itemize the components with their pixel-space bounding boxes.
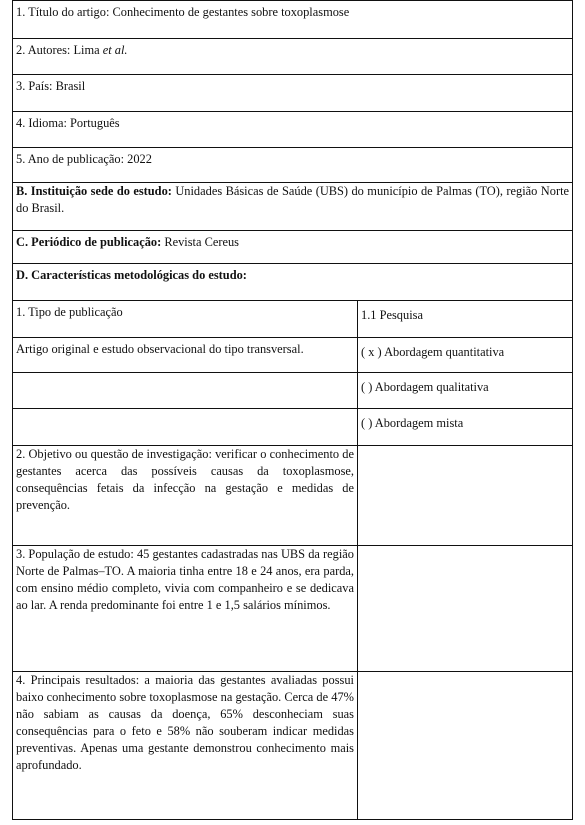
field-idioma: 4. Idioma: Português: [13, 112, 573, 148]
row-caracteristicas: [13, 264, 573, 301]
row-periodico: [13, 231, 573, 264]
row-autores: [13, 39, 573, 75]
populacao-text: 3. População de estudo: 45 gestantes cadastradas nas UBS da região Norte de Palmas–TO. A maioria tinha entre 18 e 24 anos, era parda, com ensino médio completo, vivia com companheiro e se dedicava ao lar. A renda predominante foi entre 1 e 1,5 salários mínimos.: [13, 546, 358, 672]
empty-cell: [358, 446, 573, 546]
periodico-label: C. Periódico de publicação:: [16, 235, 162, 249]
row-objetivo: [13, 446, 573, 546]
row-ano: [13, 148, 573, 183]
row-tipo-publicacao-value: [13, 338, 573, 373]
empty-cell: [358, 546, 573, 672]
option-label: Abordagem qualitativa: [374, 380, 489, 394]
field-caracteristicas: D. Características metodológicas do estudo:: [13, 264, 573, 301]
field-titulo: 1. Título do artigo: Conhecimento de gestantes sobre toxoplasmose: [13, 1, 573, 39]
option-mista[interactable]: [358, 409, 573, 446]
tipo-publicacao-value: Artigo original e estudo observacional do tipo transversal.: [13, 338, 358, 373]
study-form-table: [12, 0, 573, 820]
field-periodico: [13, 231, 573, 264]
periodico-value: Revista Cereus: [161, 235, 240, 249]
checkbox-mark: ( ): [361, 380, 373, 394]
resultados-text: 4. Principais resultados: a maioria das gestantes avaliadas possui baixo conhecimento sobre toxoplasmose na gestação. Cerca de 47% não sabiam as causas da doença, 65% desconheciam suas consequências para o feto e 58% não souberam indicar medidas preventivas. Apenas uma gestante demonstrou conhecimento mais aprofundado.: [13, 672, 358, 820]
instituicao-value: Unidades Básicas de Saúde (UBS) do município de Palmas (TO), região Norte do Brasil.: [16, 184, 570, 215]
empty-cell: [13, 373, 358, 409]
field-pais: 3. País: Brasil: [13, 75, 573, 112]
field-autores: [13, 39, 573, 75]
row-opcao-qualitativa: [13, 373, 573, 409]
checkbox-mark: ( x ): [361, 345, 382, 359]
empty-cell: [358, 672, 573, 820]
field-instituicao: [13, 183, 573, 231]
row-pais: [13, 75, 573, 112]
tipo-publicacao-label: 1. Tipo de publicação: [13, 301, 358, 338]
row-idioma: [13, 112, 573, 148]
field-ano: 5. Ano de publicação: 2022: [13, 148, 573, 183]
checkbox-mark: ( ): [361, 416, 373, 430]
row-resultados: [13, 672, 573, 820]
option-label: Abordagem mista: [374, 416, 464, 430]
option-label: Abordagem quantitativa: [384, 345, 505, 359]
row-instituicao: [13, 183, 573, 231]
autores-text: 2. Autores: Lima: [16, 43, 103, 57]
objetivo-text: 2. Objetivo ou questão de investigação: verificar o conhecimento de gestantes acerca das possíveis causas da toxoplasmose, consequências fetais da infecção na gestação e medidas de prevenção.: [13, 446, 358, 546]
empty-cell: [13, 409, 358, 446]
option-quantitativa[interactable]: [358, 338, 573, 373]
pesquisa-label: 1.1 Pesquisa: [358, 301, 573, 338]
row-opcao-mista: [13, 409, 573, 446]
option-qualitativa[interactable]: [358, 373, 573, 409]
row-populacao: [13, 546, 573, 672]
instituicao-label: B. Instituição sede do estudo:: [16, 184, 172, 198]
row-tipo-publicacao: [13, 301, 573, 338]
autores-etal: et al.: [102, 43, 128, 57]
row-titulo: [13, 1, 573, 39]
